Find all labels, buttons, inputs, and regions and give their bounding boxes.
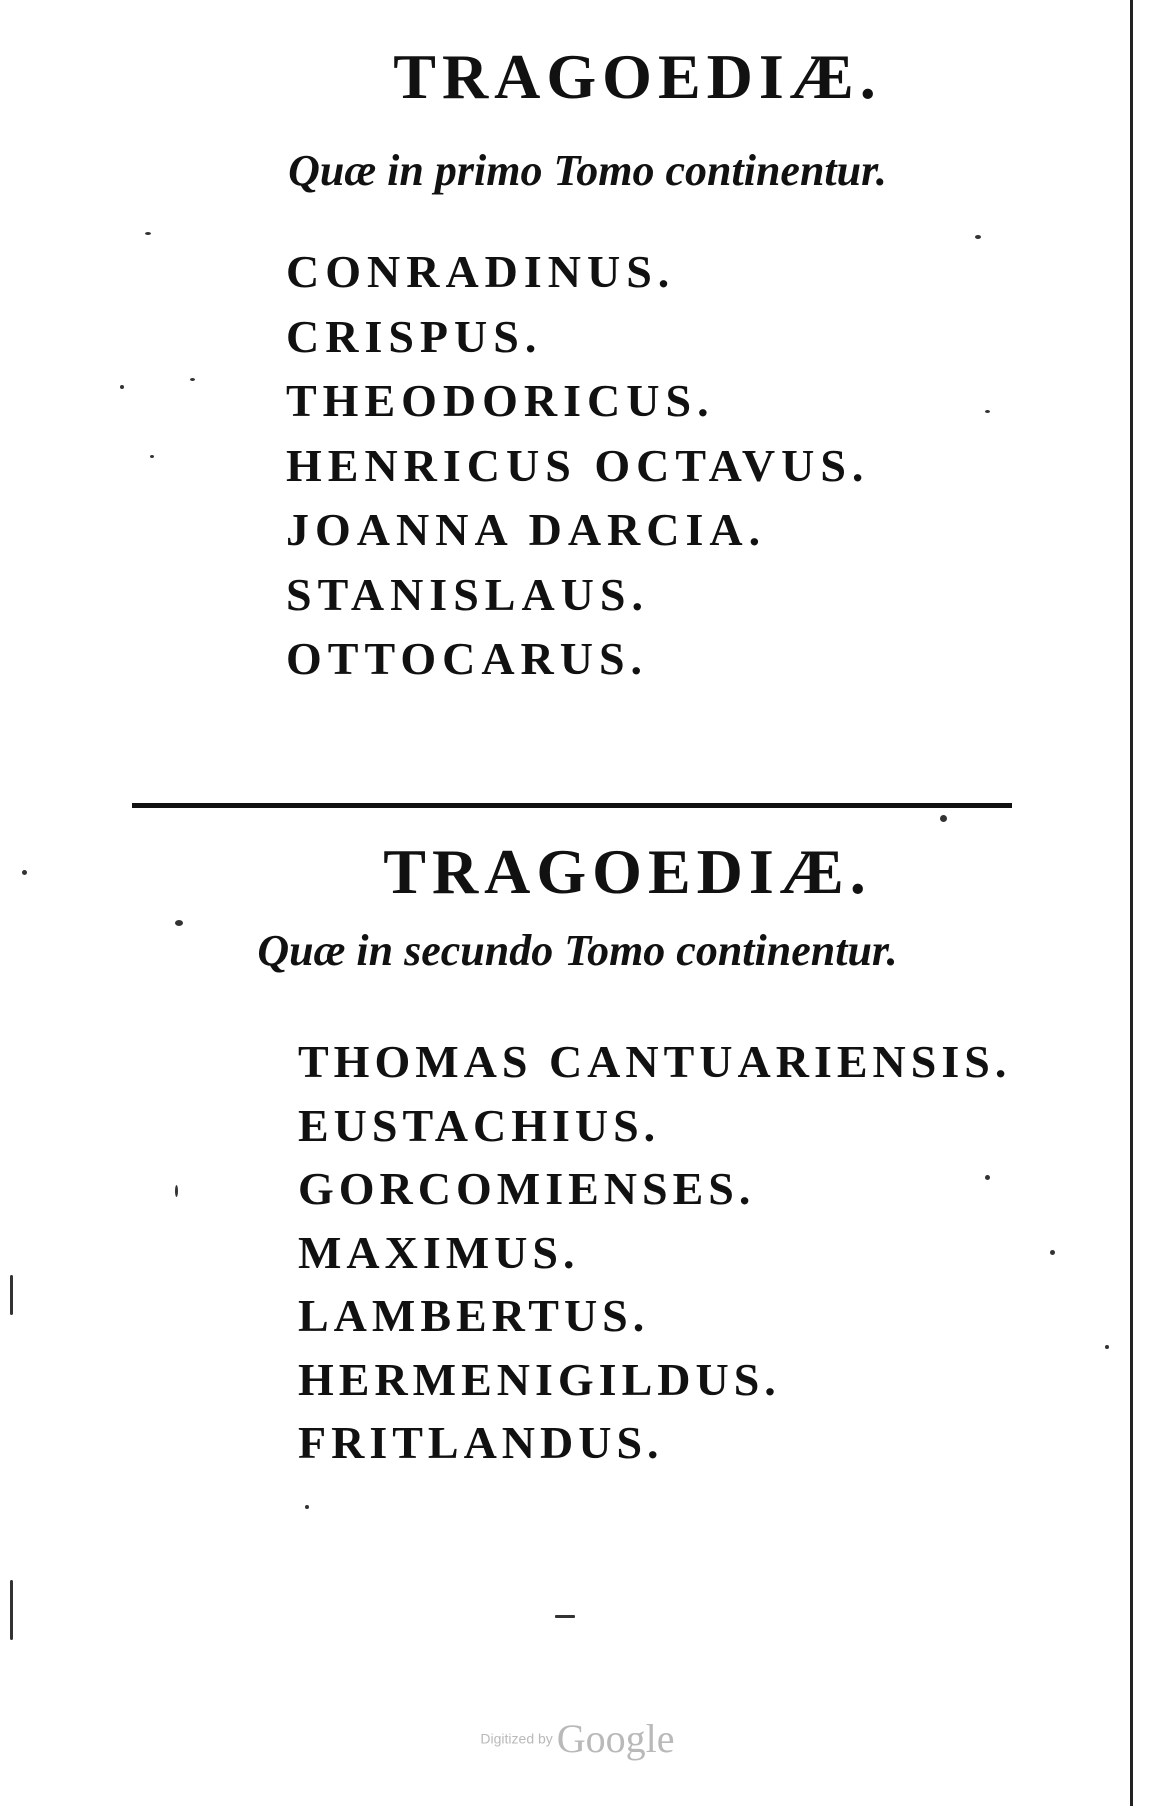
- print-speck: [555, 1615, 575, 1618]
- print-speck: [975, 235, 981, 239]
- section2-subtitle: Quæ in secundo Tomo continentur.: [257, 926, 898, 975]
- google-logo: Google: [556, 1716, 675, 1761]
- digitized-label: Digitized by: [480, 1730, 553, 1747]
- list-item: EUSTACHIUS.: [298, 1099, 661, 1151]
- list-item: OTTOCARUS.: [286, 633, 649, 684]
- print-speck: [22, 870, 27, 875]
- section2-heading: TRAGOEDIÆ.: [383, 836, 872, 907]
- print-speck: [150, 455, 154, 458]
- print-speck: [120, 385, 124, 389]
- list-item: STANISLAUS.: [286, 568, 649, 620]
- print-speck: [190, 378, 195, 381]
- print-speck: [985, 1175, 990, 1180]
- section-divider: [132, 803, 1012, 808]
- list-item: THOMAS CANTUARIENSIS.: [298, 1036, 1012, 1087]
- list-item: THEODORICUS.: [286, 375, 715, 426]
- print-speck: [175, 920, 183, 926]
- print-speck: [305, 1505, 309, 1509]
- list-item: FRITLANDUS.: [298, 1417, 664, 1468]
- list-item: HERMENIGILDUS.: [298, 1353, 781, 1405]
- section1-heading: TRAGOEDIÆ.: [393, 41, 882, 112]
- list-item: MAXIMUS.: [298, 1226, 580, 1278]
- section1-title-list: [286, 240, 869, 692]
- print-speck: [1105, 1345, 1109, 1349]
- print-speck: [940, 815, 947, 822]
- list-item: JOANNA DARCIA.: [286, 504, 767, 555]
- digitized-by-google: [0, 1715, 1155, 1762]
- print-speck: [175, 1185, 178, 1197]
- print-speck: [10, 1275, 13, 1315]
- print-speck: [1050, 1250, 1055, 1255]
- print-speck: [985, 410, 990, 413]
- section1-subtitle: Quæ in primo Tomo continentur.: [288, 146, 887, 195]
- print-speck: [145, 232, 151, 235]
- list-item: LAMBERTUS.: [298, 1290, 650, 1341]
- section2-title-list: [298, 1030, 1011, 1475]
- print-speck: [10, 1580, 13, 1640]
- list-item: GORCOMIENSES.: [298, 1163, 756, 1214]
- list-item: HENRICUS OCTAVUS.: [286, 439, 870, 491]
- list-item: CONRADINUS.: [286, 246, 676, 297]
- list-item: CRISPUS.: [286, 310, 543, 362]
